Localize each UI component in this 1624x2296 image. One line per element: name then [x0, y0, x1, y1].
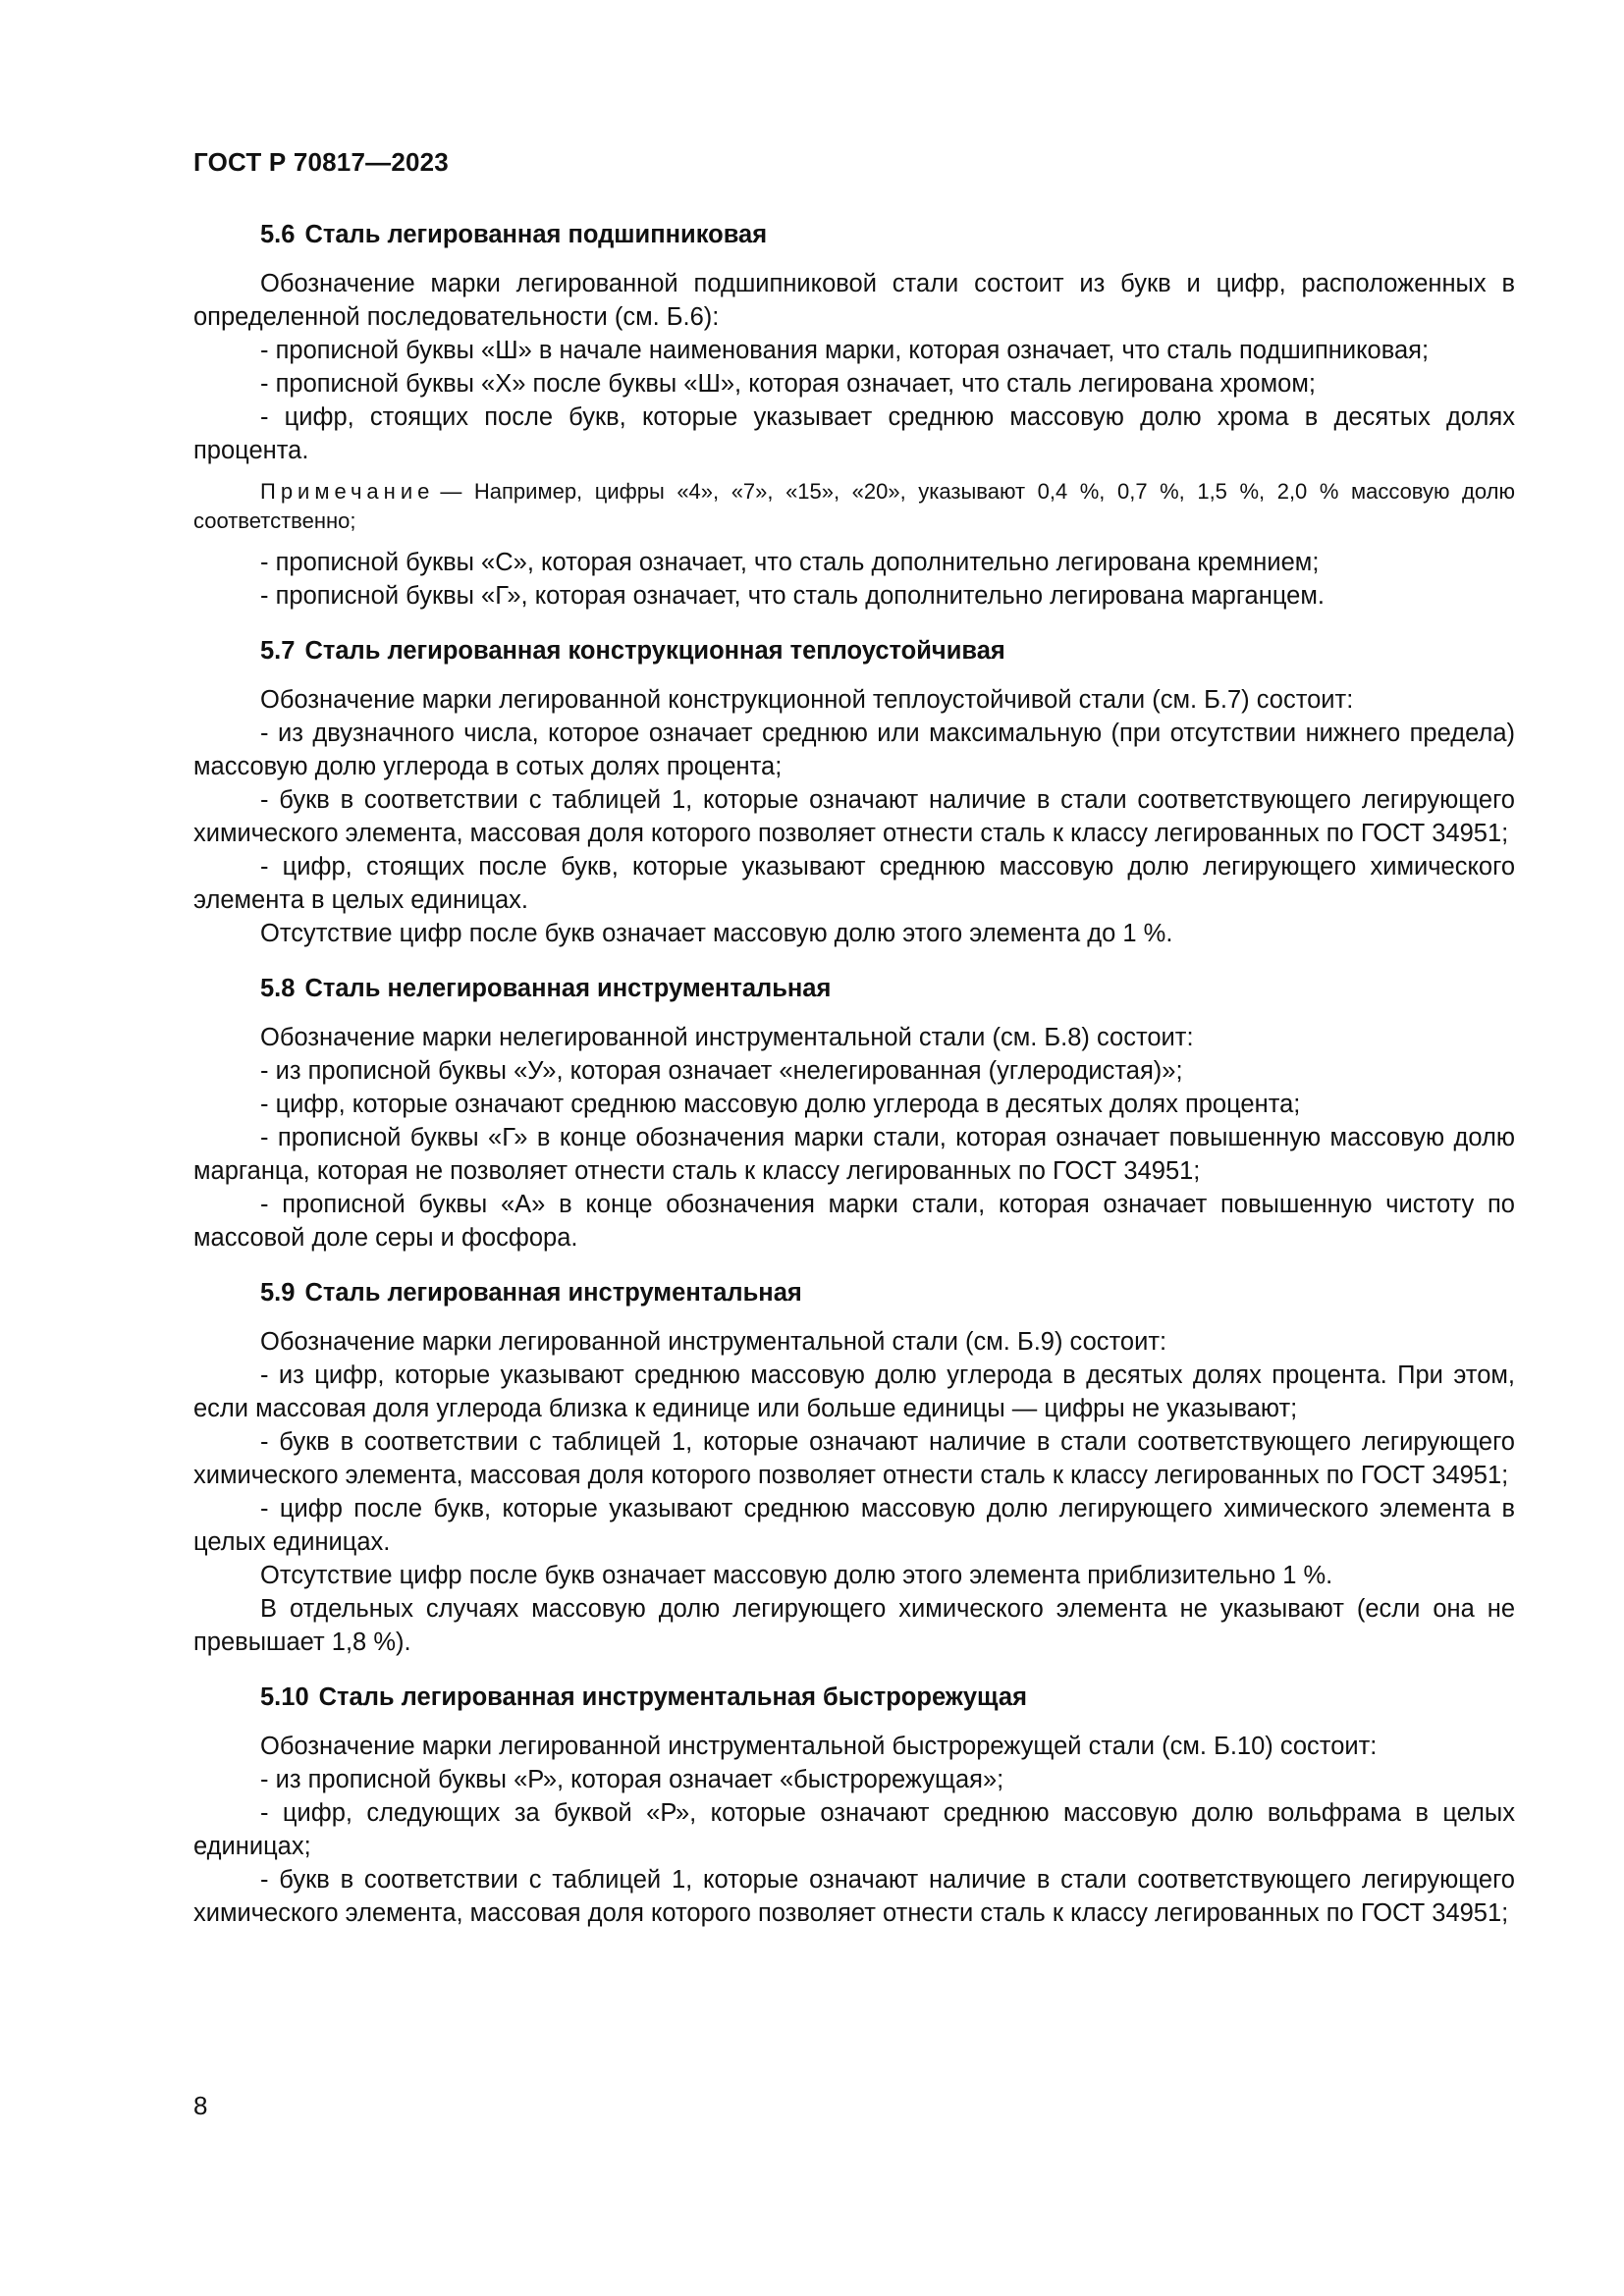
section-intro: Обозначение марки легированной подшипниковой стали состоит из букв и цифр, расположенных в определенной последовательности (см. Б.6): [193, 270, 1515, 331]
list-item: Отсутствие цифр после букв означает массовую долю этого элемента до 1 %. [260, 920, 1173, 947]
section-title [193, 1276, 1515, 1309]
note [193, 477, 1515, 536]
note-label: Примечание [260, 479, 435, 504]
section-intro: Обозначение марки легированной инструментальной стали (см. Б.9) состоит: [260, 1328, 1167, 1356]
list-item: - цифр, стоящих после букв, которые указывают среднюю массовую долю легирующего химического элемента в целых единицах. [193, 853, 1515, 914]
list-item: - из прописной буквы «У», которая означает «нелегированная (углеродистая)»; [260, 1057, 1183, 1085]
list-item: - букв в соответствии с таблицей 1, которые означают наличие в стали соответствующего легирующего химического элемента, массовая доля которого позволяет отнести сталь к классу легированных по ГОСТ 34951; [193, 1866, 1515, 1927]
section-intro: Обозначение марки легированной инструментальной быстрорежущей стали (см. Б.10) состоит: [260, 1733, 1378, 1760]
list-item: - из двузначного числа, которое означает среднюю или максимальную (при отсутствии нижнего предела) массовую долю углерода в сотых долях процента; [193, 720, 1515, 780]
section-number: 5.9 [260, 1279, 296, 1307]
list-item: - цифр, следующих за буквой «Р», которые означают среднюю массовую долю вольфрама в целых единицах; [193, 1799, 1515, 1860]
list-item: - букв в соответствии с таблицей 1, которые означают наличие в стали соответствующего легирующего химического элемента, массовая доля которого позволяет отнести сталь к классу легированных по ГОСТ 34951; [193, 1428, 1515, 1489]
list-item: - цифр, которые означают среднюю массовую долю углерода в десятых долях процента; [260, 1091, 1301, 1118]
section-5-8 [193, 972, 1515, 1255]
list-item: - прописной буквы «Ш» в начале наименования марки, которая означает, что сталь подшипниковая; [260, 337, 1430, 364]
list-item: - из прописной буквы «Р», которая означает «быстрорежущая»; [260, 1766, 1004, 1793]
list-item: - прописной буквы «Х» после буквы «Ш», которая означает, что сталь легирована хромом; [260, 370, 1316, 398]
section-intro: Обозначение марки легированной конструкционной теплоустойчивой стали (см. Б.7) состоит: [260, 686, 1354, 714]
section-5-9 [193, 1276, 1515, 1659]
section-title-text: Сталь легированная подшипниковая [304, 221, 768, 248]
section-title-text: Сталь легированная инструментальная быстрорежущая [318, 1683, 1027, 1711]
section-title [193, 218, 1515, 251]
section-5-7 [193, 634, 1515, 950]
section-number: 5.10 [260, 1683, 309, 1711]
list-item: - прописной буквы «С», которая означает, что сталь дополнительно легирована кремнием; [260, 549, 1320, 576]
list-item: В отдельных случаях массовую долю легирующего химического элемента не указывают (если она не превышает 1,8 %). [193, 1595, 1515, 1656]
list-item: - прописной буквы «Г» в конце обозначения марки стали, которая означает повышенную массовую долю марганца, которая не позволяет отнести сталь к классу легированных по ГОСТ 34951; [193, 1124, 1515, 1185]
list-item: Отсутствие цифр после букв означает массовую долю этого элемента приблизительно 1 %. [260, 1562, 1333, 1589]
section-title [193, 1681, 1515, 1714]
list-item: - из цифр, которые указывают среднюю массовую долю углерода в десятых долях процента. При этом, если массовая доля углерода близка к единице или больше единицы — цифры не указывают; [193, 1362, 1515, 1422]
list-item: - цифр после букв, которые указывают среднюю массовую долю легирующего химического элемента в целых единицах. [193, 1495, 1515, 1556]
section-number: 5.6 [260, 221, 296, 248]
page-number: 8 [193, 2091, 208, 2120]
section-title [193, 972, 1515, 1005]
document-header: ГОСТ Р 70817—2023 [193, 147, 449, 177]
section-5-6 [193, 218, 1515, 613]
list-item: - букв в соответствии с таблицей 1, которые означают наличие в стали соответствующего легирующего химического элемента, массовая доля которого позволяет отнести сталь к классу легированных по ГОСТ 34951; [193, 786, 1515, 847]
section-title-text: Сталь легированная инструментальная [304, 1279, 802, 1307]
list-item: - цифр, стоящих после букв, которые указывает среднюю массовую долю хрома в десятых долях процента. [193, 403, 1515, 464]
section-title [193, 634, 1515, 667]
note-text: — Например, цифры «4», «7», «15», «20», указывают 0,4 %, 0,7 %, 1,5 %, 2,0 % массовую долю соответственно; [193, 479, 1515, 533]
document-body [193, 218, 1515, 1930]
section-title-text: Сталь легированная конструкционная теплоустойчивая [304, 637, 1005, 665]
section-number: 5.7 [260, 637, 296, 665]
section-number: 5.8 [260, 975, 296, 1002]
list-item: - прописной буквы «А» в конце обозначения марки стали, которая означает повышенную чистоту по массовой доле серы и фосфора. [193, 1191, 1515, 1252]
section-intro: Обозначение марки нелегированной инструментальной стали (см. Б.8) состоит: [260, 1024, 1194, 1051]
section-5-10 [193, 1681, 1515, 1930]
list-item: - прописной буквы «Г», которая означает, что сталь дополнительно легирована марганцем. [260, 582, 1325, 610]
section-title-text: Сталь нелегированная инструментальная [304, 975, 832, 1002]
